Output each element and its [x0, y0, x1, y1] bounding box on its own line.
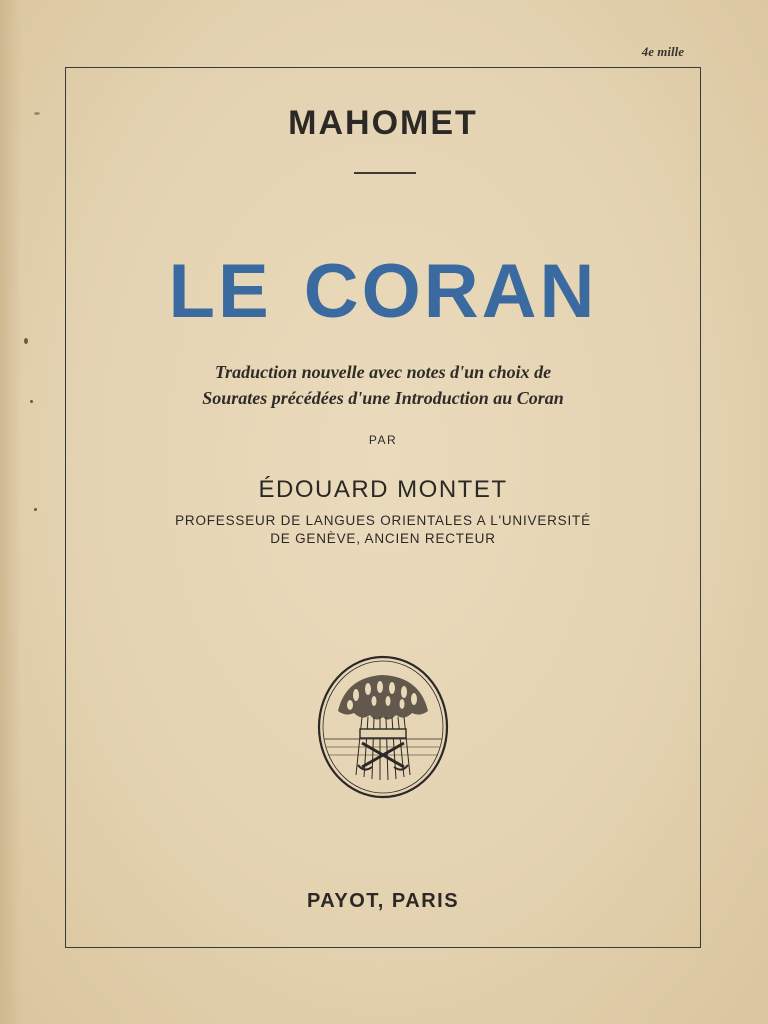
cover-border-frame: [65, 67, 701, 948]
wheat-sheaf-emblem-icon: [316, 655, 450, 799]
publisher-imprint: PAYOT, PARIS: [306, 890, 460, 912]
paper-speck: [30, 400, 33, 403]
translator-credentials: [0, 512, 766, 548]
subtitle-line-2: Sourates précédées d'une Introduction au Coran: [202, 388, 564, 408]
paper-speck: [34, 112, 40, 115]
divider-rule: [354, 172, 416, 174]
subtitle-line-1: Traduction nouvelle avec notes d'un choix de: [214, 362, 552, 382]
subtitle: [0, 359, 766, 411]
paper-speck: [34, 508, 37, 511]
paper-speck: [24, 338, 28, 344]
author-name: MAHOMET: [288, 104, 478, 142]
edition-note: 4e mille: [641, 44, 684, 59]
credentials-line-2: DE GENÈVE, ANCIEN RECTEUR: [270, 531, 496, 546]
credentials-line-1: PROFESSEUR DE LANGUES ORIENTALES A L'UNIVERSITÉ: [175, 513, 591, 528]
book-title: LE CORAN: [168, 249, 598, 334]
translator-name: ÉDOUARD MONTET: [258, 476, 508, 503]
by-label: PAR: [368, 433, 398, 447]
